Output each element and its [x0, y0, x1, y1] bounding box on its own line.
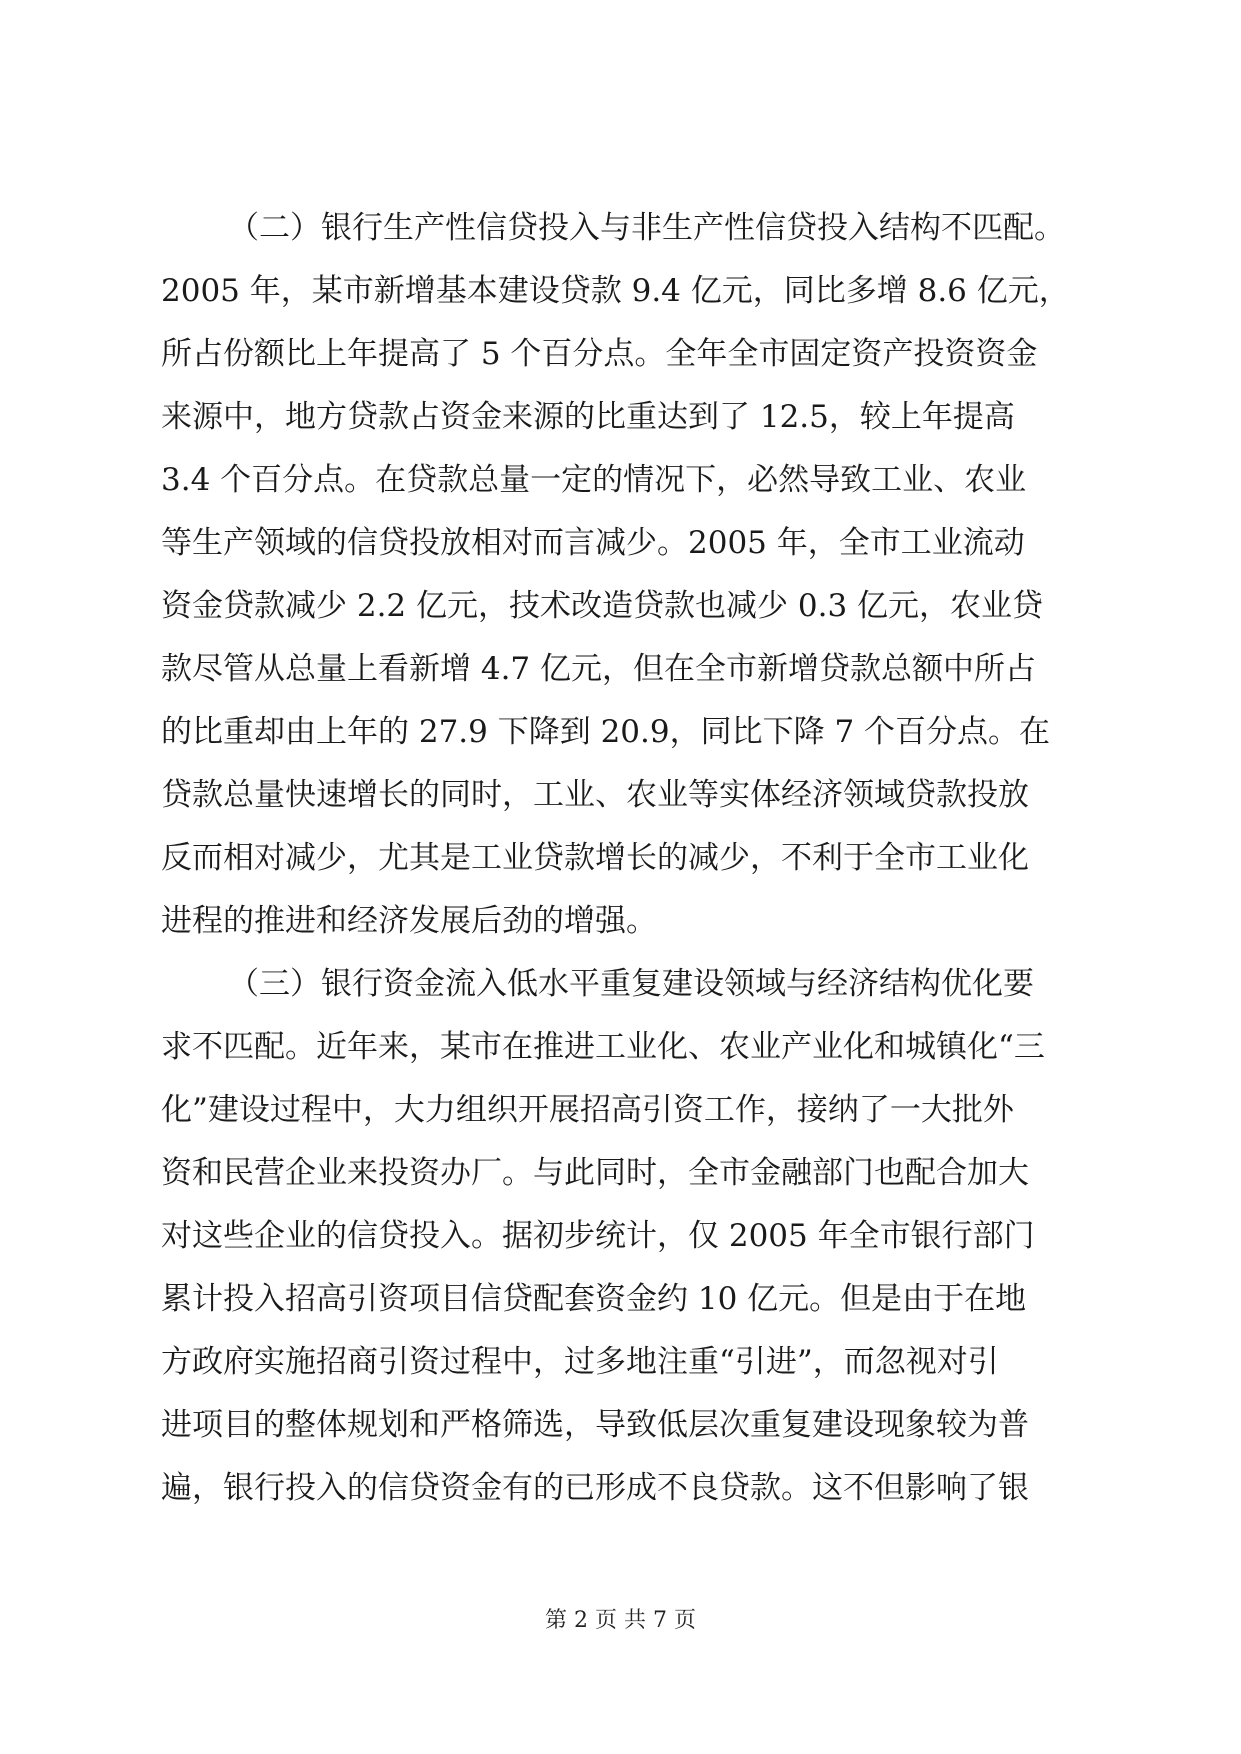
- page-footer: [0, 1606, 1241, 1636]
- text-line: 3.4 个百分点。在贷款总量一定的情况下，必然导致工业、农业: [161, 462, 1027, 498]
- text-line: 2005 年，某市新增基本建设贷款 9.4 亿元，同比多增 8.6 亿元，: [161, 273, 1070, 309]
- text-line: 来源中，地方贷款占资金来源的比重达到了 12.5，较上年提高: [161, 399, 1015, 435]
- text-line: 遍，银行投入的信贷资金有的已形成不良贷款。这不但影响了银: [161, 1470, 1029, 1506]
- text-line: 累计投入招高引资项目信贷配套资金约 10 亿元。但是由于在地: [161, 1281, 1027, 1317]
- text-line: 方政府实施招商引资过程中，过多地注重“引进”，而忽视对引: [161, 1344, 999, 1380]
- text-line: 资金贷款减少 2.2 亿元，技术改造贷款也减少 0.3 亿元，农业贷: [161, 588, 1044, 624]
- text-line: 的比重却由上年的 27.9 下降到 20.9，同比下降 7 个百分点。在: [161, 714, 1051, 750]
- text-line: 资和民营企业来投资办厂。与此同时，全市金融部门也配合加大: [161, 1155, 1029, 1191]
- text-line: 进程的推进和经济发展后劲的增强。: [161, 903, 657, 939]
- text-line: 等生产领域的信贷投放相对而言减少。2005 年，全市工业流动: [161, 525, 1025, 561]
- text-line: 进项目的整体规划和严格筛选，导致低层次重复建设现象较为普: [161, 1407, 1029, 1443]
- text-line: 化”建设过程中，大力组织开展招高引资工作，接纳了一大批外: [161, 1092, 1014, 1128]
- page-number-label: 第 2 页 共 7 页: [545, 1608, 696, 1633]
- text-line: 对这些企业的信贷投入。据初步统计，仅 2005 年全市银行部门: [161, 1218, 1035, 1254]
- text-line: 贷款总量快速增长的同时，工业、农业等实体经济领域贷款投放: [161, 777, 1029, 813]
- text-line: 款尽管从总量上看新增 4.7 亿元，但在全市新增贷款总额中所占: [161, 651, 1037, 687]
- text-line: 所占份额比上年提高了 5 个百分点。全年全市固定资产投资资金: [161, 336, 1038, 372]
- text-line: 求不匹配。近年来，某市在推进工业化、农业产业化和城镇化“三: [161, 1029, 1045, 1065]
- text-line: （二）银行生产性信贷投入与非生产性信贷投入结构不匹配。: [228, 210, 1065, 246]
- text-line: 反而相对减少，尤其是工业贷款增长的减少，不利于全市工业化: [161, 840, 1029, 876]
- text-line: （三）银行资金流入低水平重复建设领域与经济结构优化要: [228, 966, 1034, 1002]
